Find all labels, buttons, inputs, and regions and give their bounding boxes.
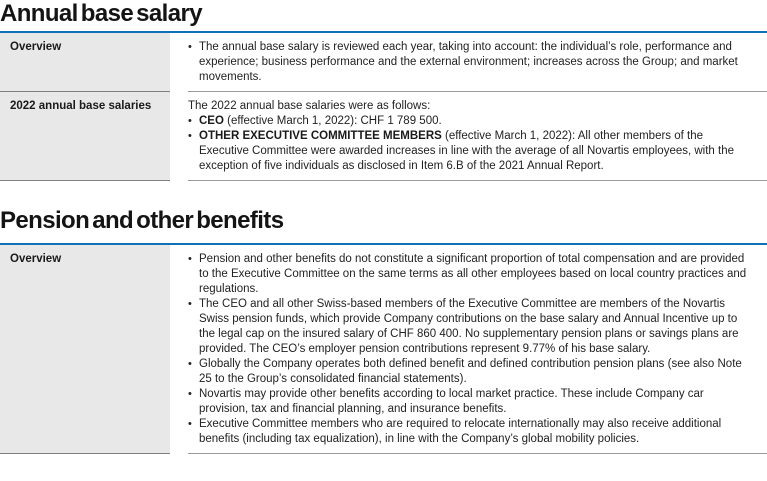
bullet-icon: • xyxy=(188,418,192,430)
bullet-text: Executive Committee members who are required to relocate internationally may also receive additional benefits (including tax equalization), in line with the Company’s global mobility policies. xyxy=(199,418,722,445)
row-content xyxy=(188,33,767,92)
bullet-text: OTHER EXECUTIVE COMMITTEE MEMBERS (effective March 1, 2022): All other members of the Executive Committee were awarded increases in line with the average of all Novartis employees, with the exception of five individuals as disclosed in Item 6.B of the 2021 Annual Report. xyxy=(199,130,735,172)
row-label: Overview xyxy=(0,33,170,92)
row-label: Overview xyxy=(0,245,170,454)
bullet-text: CEO (effective March 1, 2022): CHF 1 789 500. xyxy=(199,115,442,127)
bullet-item xyxy=(188,252,753,297)
bullet-item xyxy=(188,40,753,85)
bullet-item xyxy=(188,357,753,387)
bullet-icon: • xyxy=(188,130,192,142)
bullet-text: Pension and other benefits do not constitute a significant proportion of total compensation and are provided to the Executive Committee on the same terms as all other employees based on local country practices and regulations. xyxy=(199,253,747,295)
row-content xyxy=(188,92,767,181)
bullet-icon: • xyxy=(188,358,192,370)
pension-and-other-benefits-table xyxy=(0,243,767,454)
bullet-item xyxy=(188,387,753,417)
bullet-text: Novartis may provide other benefits according to local market practice. These include Company car provision, tax and financial planning, and insurance benefits. xyxy=(199,388,704,415)
bullet-item xyxy=(188,114,753,129)
bullet-icon: • xyxy=(188,388,192,400)
row-content xyxy=(188,245,767,454)
bullet-text: The annual base salary is reviewed each year, taking into account: the individual’s role, performance and experience; business performance and the external environment; increases across the Group; and market movements. xyxy=(199,41,738,83)
bullet-item xyxy=(188,297,753,357)
bullet-icon: • xyxy=(188,253,192,265)
table-row xyxy=(0,245,767,454)
bullet-icon: • xyxy=(188,115,192,127)
bullet-icon: • xyxy=(188,41,192,53)
table-row xyxy=(0,92,767,181)
table-row xyxy=(0,33,767,92)
bullet-item xyxy=(188,417,753,447)
bullet-text: Globally the Company operates both defined benefit and defined contribution pension plans (see also Note 25 to the Group’s consolidated financial statements). xyxy=(199,358,742,385)
row-intro-text: The 2022 annual base salaries were as follows: xyxy=(188,100,431,112)
annual-base-salary-table xyxy=(0,31,767,181)
bullet-item xyxy=(188,129,753,174)
row-label: 2022 annual base salaries xyxy=(0,92,170,181)
section-title-pension-and-other-benefits: Pension and other benefits xyxy=(0,207,284,234)
bullet-icon: • xyxy=(188,298,192,310)
section-title-annual-base-salary: Annual base salary xyxy=(0,0,202,27)
bullet-text: The CEO and all other Swiss-based members of the Executive Committee are members of the Novartis Swiss pension funds, which provide Company contributions on the base salary and Annual Incentive up to the legal cap on the insured salary of CHF 860 400. No supplementary pension plans or savings plans are provided. The CEO’s employer pension contributions represent 9.77% of his base salary. xyxy=(199,298,739,355)
